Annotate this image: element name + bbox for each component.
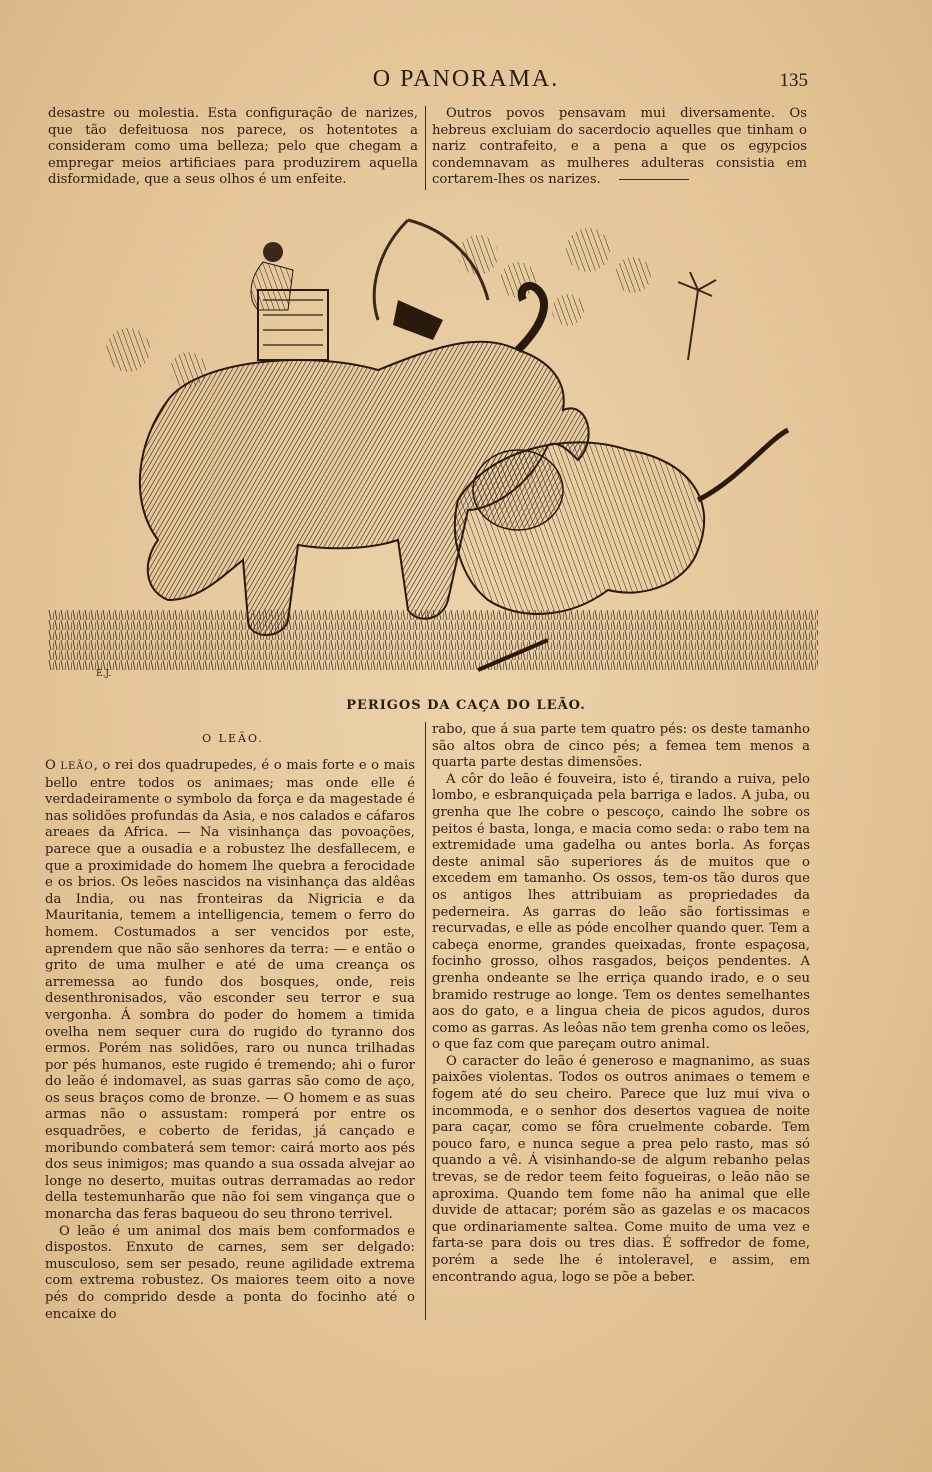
section-end-rule [619, 179, 689, 180]
article-heading: O LEÃO. [202, 732, 264, 745]
article-paragraph-2: O leão é um animal dos mais bem conformados e dispostos. Enxuto de carnes, sem ser delgado: musculoso, sem ser pesado, reune agilidade extrema com extrema robustez. Os maiores teem oito a nove pés do comprido desde a ponta do focinho até o encaixe do [45, 1223, 415, 1322]
article-paragraph-4: O caracter do leão é generoso e magnanimo, as suas paixões violentas. Todos os outros animaes o temem e fogem até do seu cheiro. Parece que luz mui viva o incommoda, e o senhor dos desertos vaguea de noite para caçar, como se fôra cruelmente cobarde. Tem pouco faro, e nunca segue a prea pelo rasto, mas só quando a vê. Á visinhando-se de algum rebanho pelas trevas, se de redor teem feito fogueiras, o leão não se aproxima. Quando tem fome não ha animal que elle duvide de attacar; porém são as gazelas e os macacos que ordinariamente saltea. Come muito de uma vez e farta-se para dois ou tres dias. É soffredor de fome, porém a sede lhe é intoleravel, e assim, em encontrando agua, logo se põe a beber. [432, 1053, 810, 1285]
illustration-caption: PERIGOS DA CAÇA DO LEÃO. [346, 698, 586, 713]
engraver-signature: E.J. [96, 669, 112, 679]
ground-grass-icon [48, 610, 818, 670]
column-divider-bottom [425, 722, 426, 1320]
article-left-column [45, 758, 415, 1323]
article-paragraph-3: A côr do leão é fouveira, isto é, tirando a ruiva, pelo lombo, e esbranquiçada pela barriga e lados. A juba, ou grenha que lhe cobre o pescoço, caindo lhe sobre os peitos é basta, longa, e macia como seda: o rabo tem na extremidade uma gadelha ou antes borla. As forças deste animal são superiores ás de muitos que o excedem em tamanho. Os ossos, tem-os tão duros que os antigos lhes attribuiam as propriedades da pederneira. As garras do leão são fortissimas e recurvadas, e elle as póde encolher quando quer. Tem a cabeça enorme, grandes queixadas, fronte espaçosa, focinho grosso, olhos rasgados, beiços pendentes. A grenha ondeante se lhe erriça quando irado, e o seu bramido restruge ao longe. Tem os dentes semelhantes aos do gato, e a lingua cheia de picos agudos, duros como as garras. As leôas não tem grenha como os leões, o que faz com que pareçam outro animal. [432, 771, 810, 1053]
top-right-paragraph [432, 106, 807, 189]
top-right-column [432, 106, 807, 189]
article-p1-rest: , o rei dos quadrupedes, é o mais forte e o mais bello entre todos os animaes; mas onde elle é verdadeiramente o symbolo da força e da magestade é nas solidões profundas da Asia, e nos calados e cáfaros areaes da Africa. — Na visinhança das povoações, parece que a ousadia e a robustez lhe desfallecem, e que a proximidade do homem lhe quebra a ferocidade e os brios. Os leões nascidos na visinhança das aldêas da India, ou nas fronteiras da Nigricia e da Mauritania, temem a intelligencia, temem o ferro do homem. Costumados a ser vencidos por este, aprendem que não são senhores da terra: — e então o grito de uma mulher e até de uma creança os arremessa ao fundo dos bosques, onde, reis desenthronisados, vão esconder seu terror e sua vergonha. Á sombra do poder do homem a timida ovelha nem sequer cura do rugido do tyranno dos ermos. Porém nas solidões, raro ou nunca trilhadas por pés humanos, este rugido é tremendo; ahi o furor do leão é indomavel, as suas garras são como de aço, os seus braços como de bronze. — O homem e as suas armas não o assustam: romperá por entre os esquadrões, e coberto de feridas, já cançado e moribundo combaterá sem temor: cairá morto aos pés dos seus inimigos; mas quando a sua ossada alvejar ao longe no deserto, muitas outras derramadas ao redor della testemunharão que não foi sem vingança que o monarcha das feras baqueou do seu throno terrivel. [45, 758, 415, 1223]
top-left-paragraph: desastre ou molestia. Esta configuração de narizes, que tão defeituosa nos parece, os hotentotes a consideram como uma belleza; pelo que chegam a empregar meios artificiaes para produzirem aquella disformidade, que a seus olhos é um enfeite. [48, 106, 418, 188]
page-header [0, 66, 932, 96]
article-p1-pre: O [45, 758, 61, 773]
column-divider-top [425, 106, 426, 190]
page-number: 135 [779, 70, 808, 91]
article-lead-word: LEÃO [60, 761, 94, 772]
journal-title: O PANORAMA. [372, 66, 560, 92]
engraving-illustration [48, 200, 818, 690]
top-right-text: Outros povos pensavam mui diversamente. Os hebreus excluiam do sacerdocio aquelles que tinham o nariz contrafeito, e a pena a que os egypcios condemnavam as mulheres adulteras consistia em cortarem-lhes os narizes. [432, 106, 807, 188]
article-right-column [432, 722, 810, 1286]
lion-icon [455, 430, 788, 614]
article-paragraph-1 [45, 758, 415, 1224]
top-left-column [48, 106, 418, 189]
howdah-icon [251, 242, 443, 360]
article-paragraph-2-continued: rabo, que á sua parte tem quatro pés: os deste tamanho são altos obra de cinco pés; a femea tem menos a quarta parte destas dimensões. [432, 722, 810, 771]
